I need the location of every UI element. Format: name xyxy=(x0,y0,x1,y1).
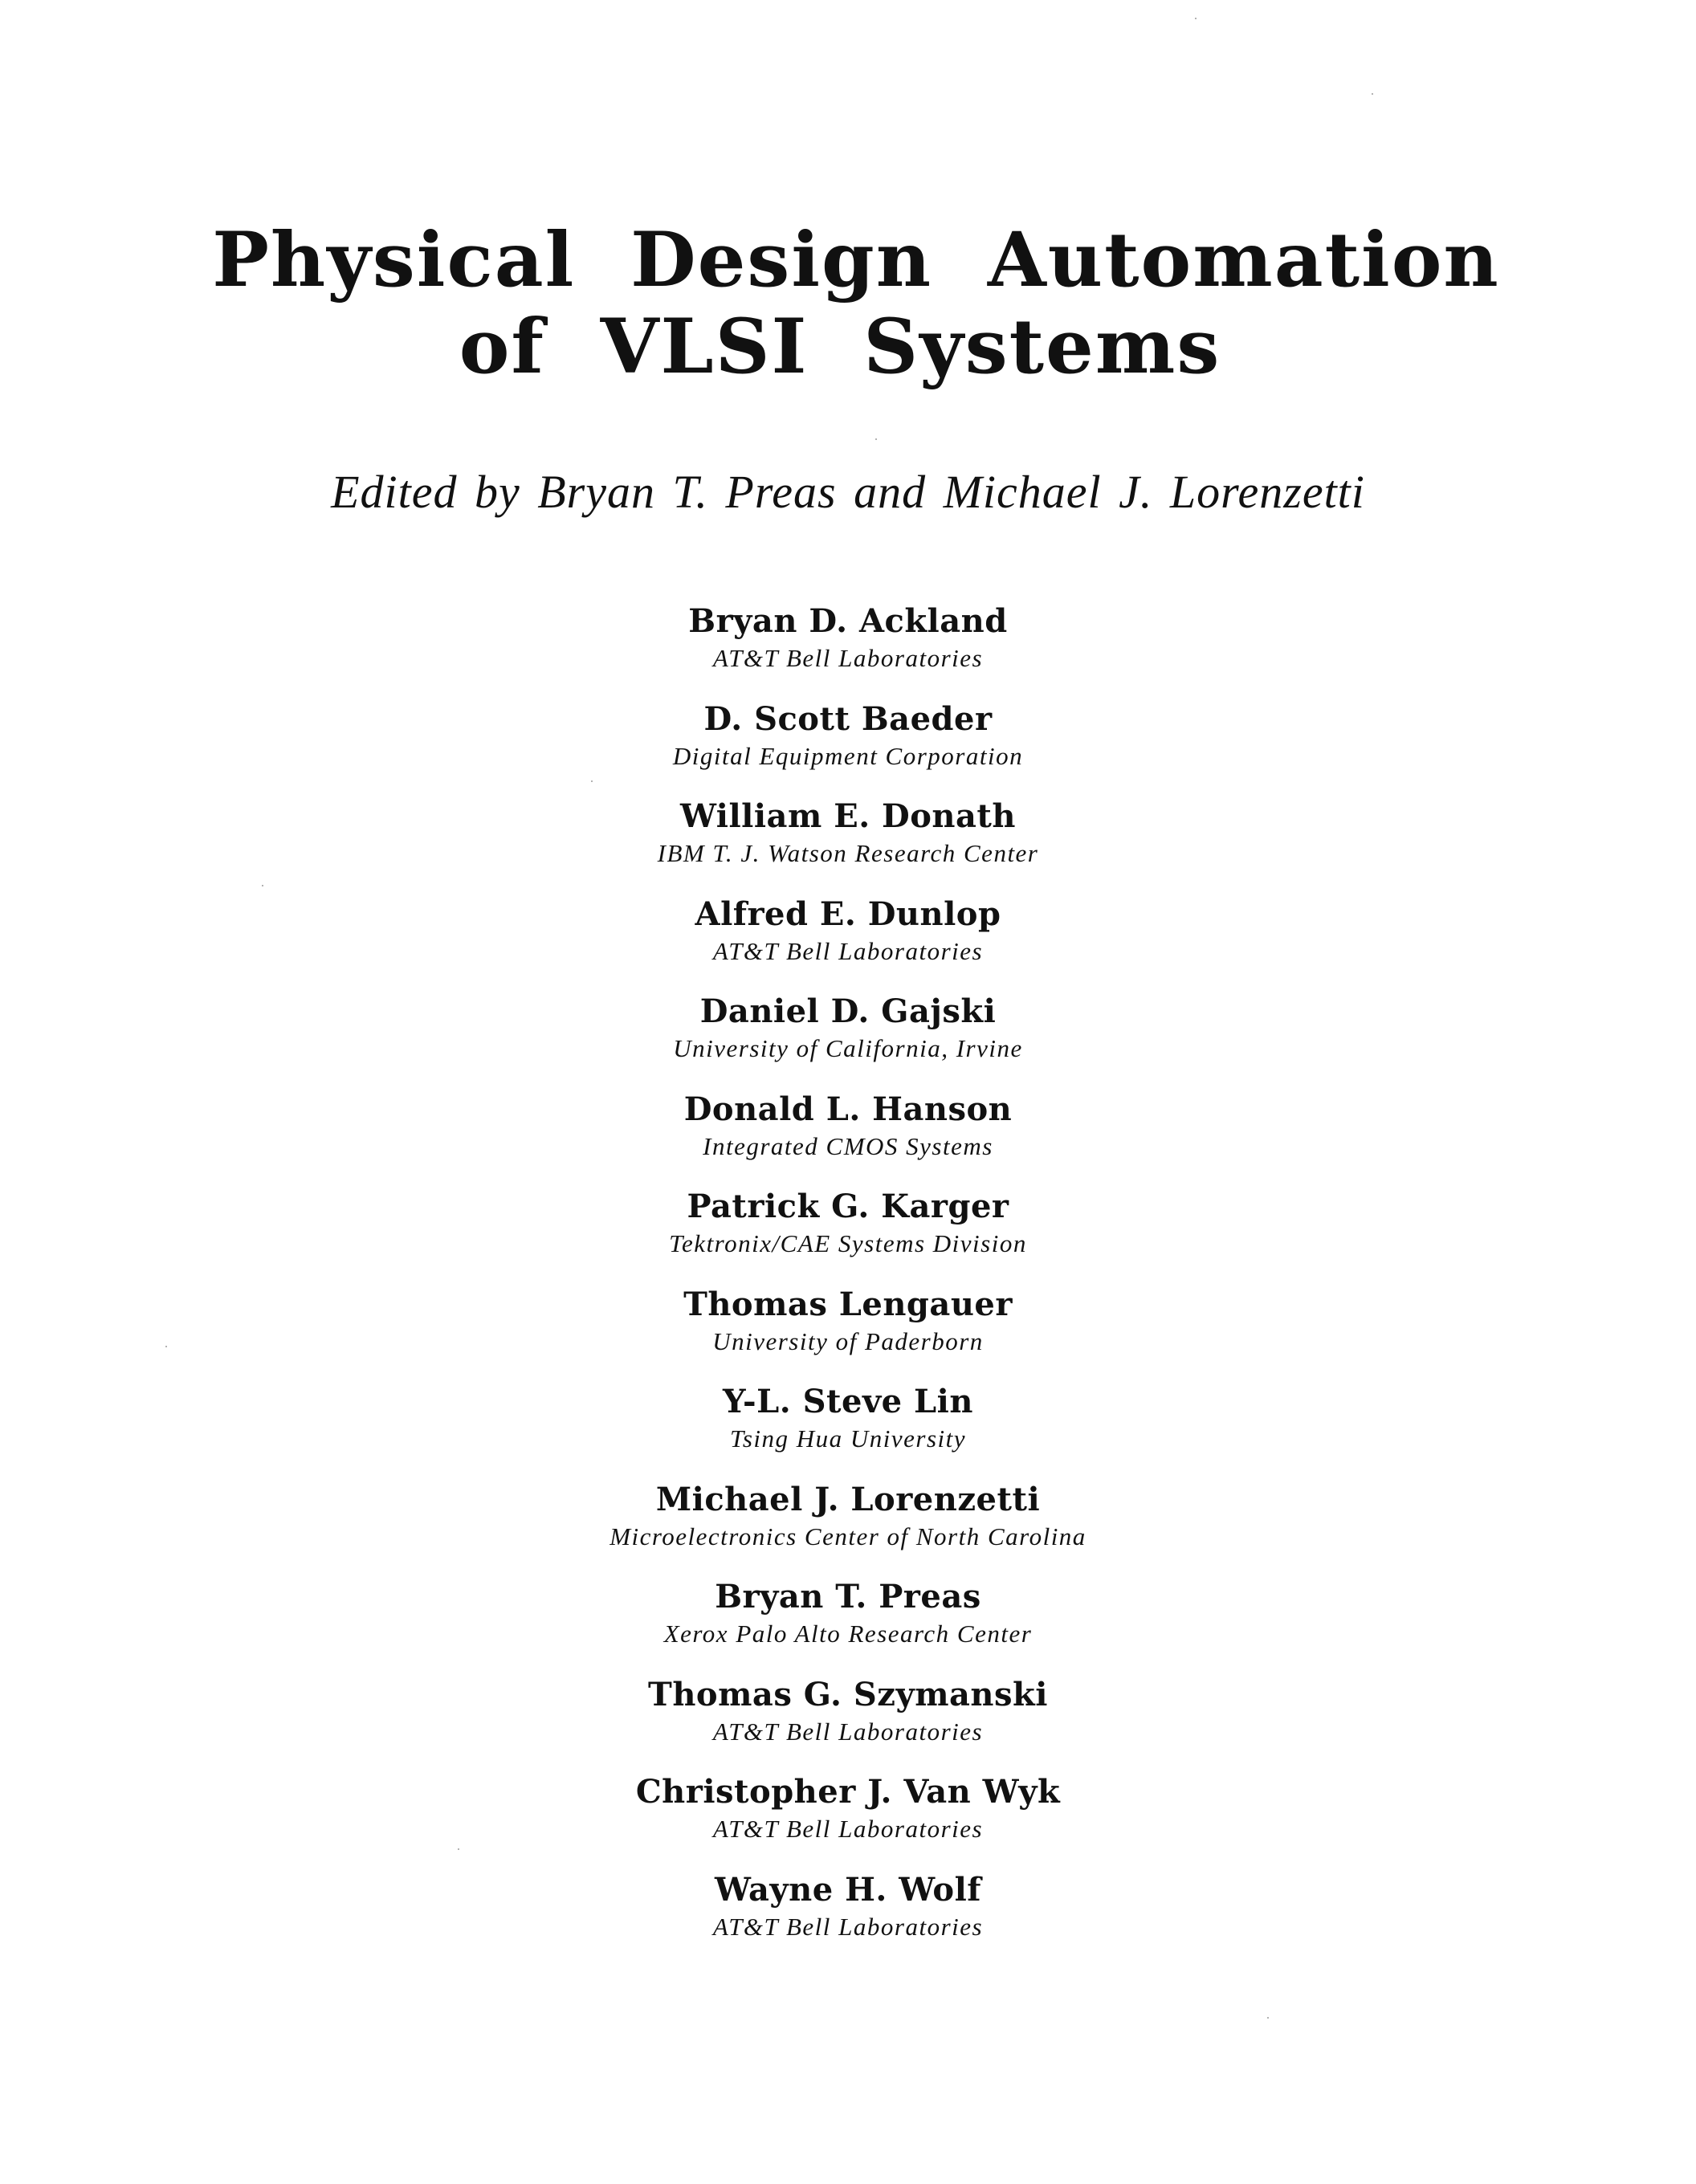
contributor-name: D. Scott Baeder xyxy=(703,699,993,738)
book-title-line-2: of VLSI Systems xyxy=(459,303,1221,391)
scan-speck xyxy=(165,1346,167,1347)
contributor-name: William E. Donath xyxy=(680,797,1016,835)
contributor-entry xyxy=(0,601,1696,699)
contributor-name: Y-L. Steve Lin xyxy=(723,1383,973,1420)
contributor-name: Christopher J. Van Wyk xyxy=(635,1773,1061,1811)
contributor-name: Bryan T. Preas xyxy=(715,1578,981,1616)
contributor-list xyxy=(0,601,1696,1966)
contributor-entry xyxy=(0,1284,1696,1382)
contributor-entry xyxy=(0,894,1696,992)
contributor-affiliation: Xerox Palo Alto Research Center xyxy=(663,1620,1033,1648)
contributor-name: Alfred E. Dunlop xyxy=(695,894,1001,933)
contributor-affiliation: IBM T. J. Watson Research Center xyxy=(657,839,1039,867)
contributor-affiliation: University of California, Irvine xyxy=(673,1034,1023,1062)
contributor-name: Thomas G. Szymanski xyxy=(648,1675,1048,1713)
contributor-affiliation: Integrated CMOS Systems xyxy=(703,1131,993,1160)
contributor-affiliation: Tektronix/CAE Systems Division xyxy=(669,1229,1027,1257)
scan-speck xyxy=(875,438,877,440)
contributor-name: Bryan D. Ackland xyxy=(688,602,1008,640)
contributor-entry xyxy=(0,796,1696,894)
scan-speck xyxy=(1267,2017,1269,2019)
contributor-name: Thomas Lengauer xyxy=(683,1285,1013,1323)
contributor-affiliation: Microelectronics Center of North Carolina xyxy=(610,1522,1086,1550)
contributor-affiliation: Tsing Hua University xyxy=(729,1424,967,1453)
contributor-affiliation: AT&T Bell Laboratories xyxy=(712,644,984,672)
contributor-entry xyxy=(0,1186,1696,1284)
contributor-entry xyxy=(0,1576,1696,1674)
contributor-entry xyxy=(0,991,1696,1089)
contributor-entry xyxy=(0,1479,1696,1577)
contributor-entry xyxy=(0,1089,1696,1187)
book-title xyxy=(0,217,1696,390)
contributor-entry xyxy=(0,1869,1696,1967)
contributor-affiliation: University of Paderborn xyxy=(712,1326,984,1355)
scan-speck xyxy=(262,885,263,886)
scan-speck xyxy=(458,1848,459,1850)
scan-speck xyxy=(1372,93,1373,95)
contributor-affiliation: AT&T Bell Laboratories xyxy=(712,936,984,965)
contributor-name: Daniel D. Gajski xyxy=(699,992,997,1030)
contributor-affiliation: AT&T Bell Laboratories xyxy=(712,1912,984,1941)
contributor-entry xyxy=(0,699,1696,797)
contributor-name: Michael J. Lorenzetti xyxy=(655,1480,1041,1518)
contributor-affiliation: AT&T Bell Laboratories xyxy=(712,1717,984,1746)
contributor-affiliation: AT&T Bell Laboratories xyxy=(712,1815,984,1843)
scan-speck xyxy=(1195,18,1197,19)
contributor-affiliation: Digital Equipment Corporation xyxy=(672,741,1024,770)
contributor-entry xyxy=(0,1381,1696,1479)
contributor-name: Patrick G. Karger xyxy=(687,1188,1009,1225)
contributor-entry xyxy=(0,1771,1696,1869)
contributor-name: Wayne H. Wolf xyxy=(715,1870,981,1909)
contributor-name: Donald L. Hanson xyxy=(683,1090,1013,1128)
book-title-line-1: Physical Design Automation xyxy=(212,216,1500,304)
editors-credit: Edited by Bryan T. Preas and Michael J. Lorenzetti xyxy=(331,466,1365,518)
contributor-entry xyxy=(0,1674,1696,1772)
scan-speck xyxy=(591,780,593,782)
